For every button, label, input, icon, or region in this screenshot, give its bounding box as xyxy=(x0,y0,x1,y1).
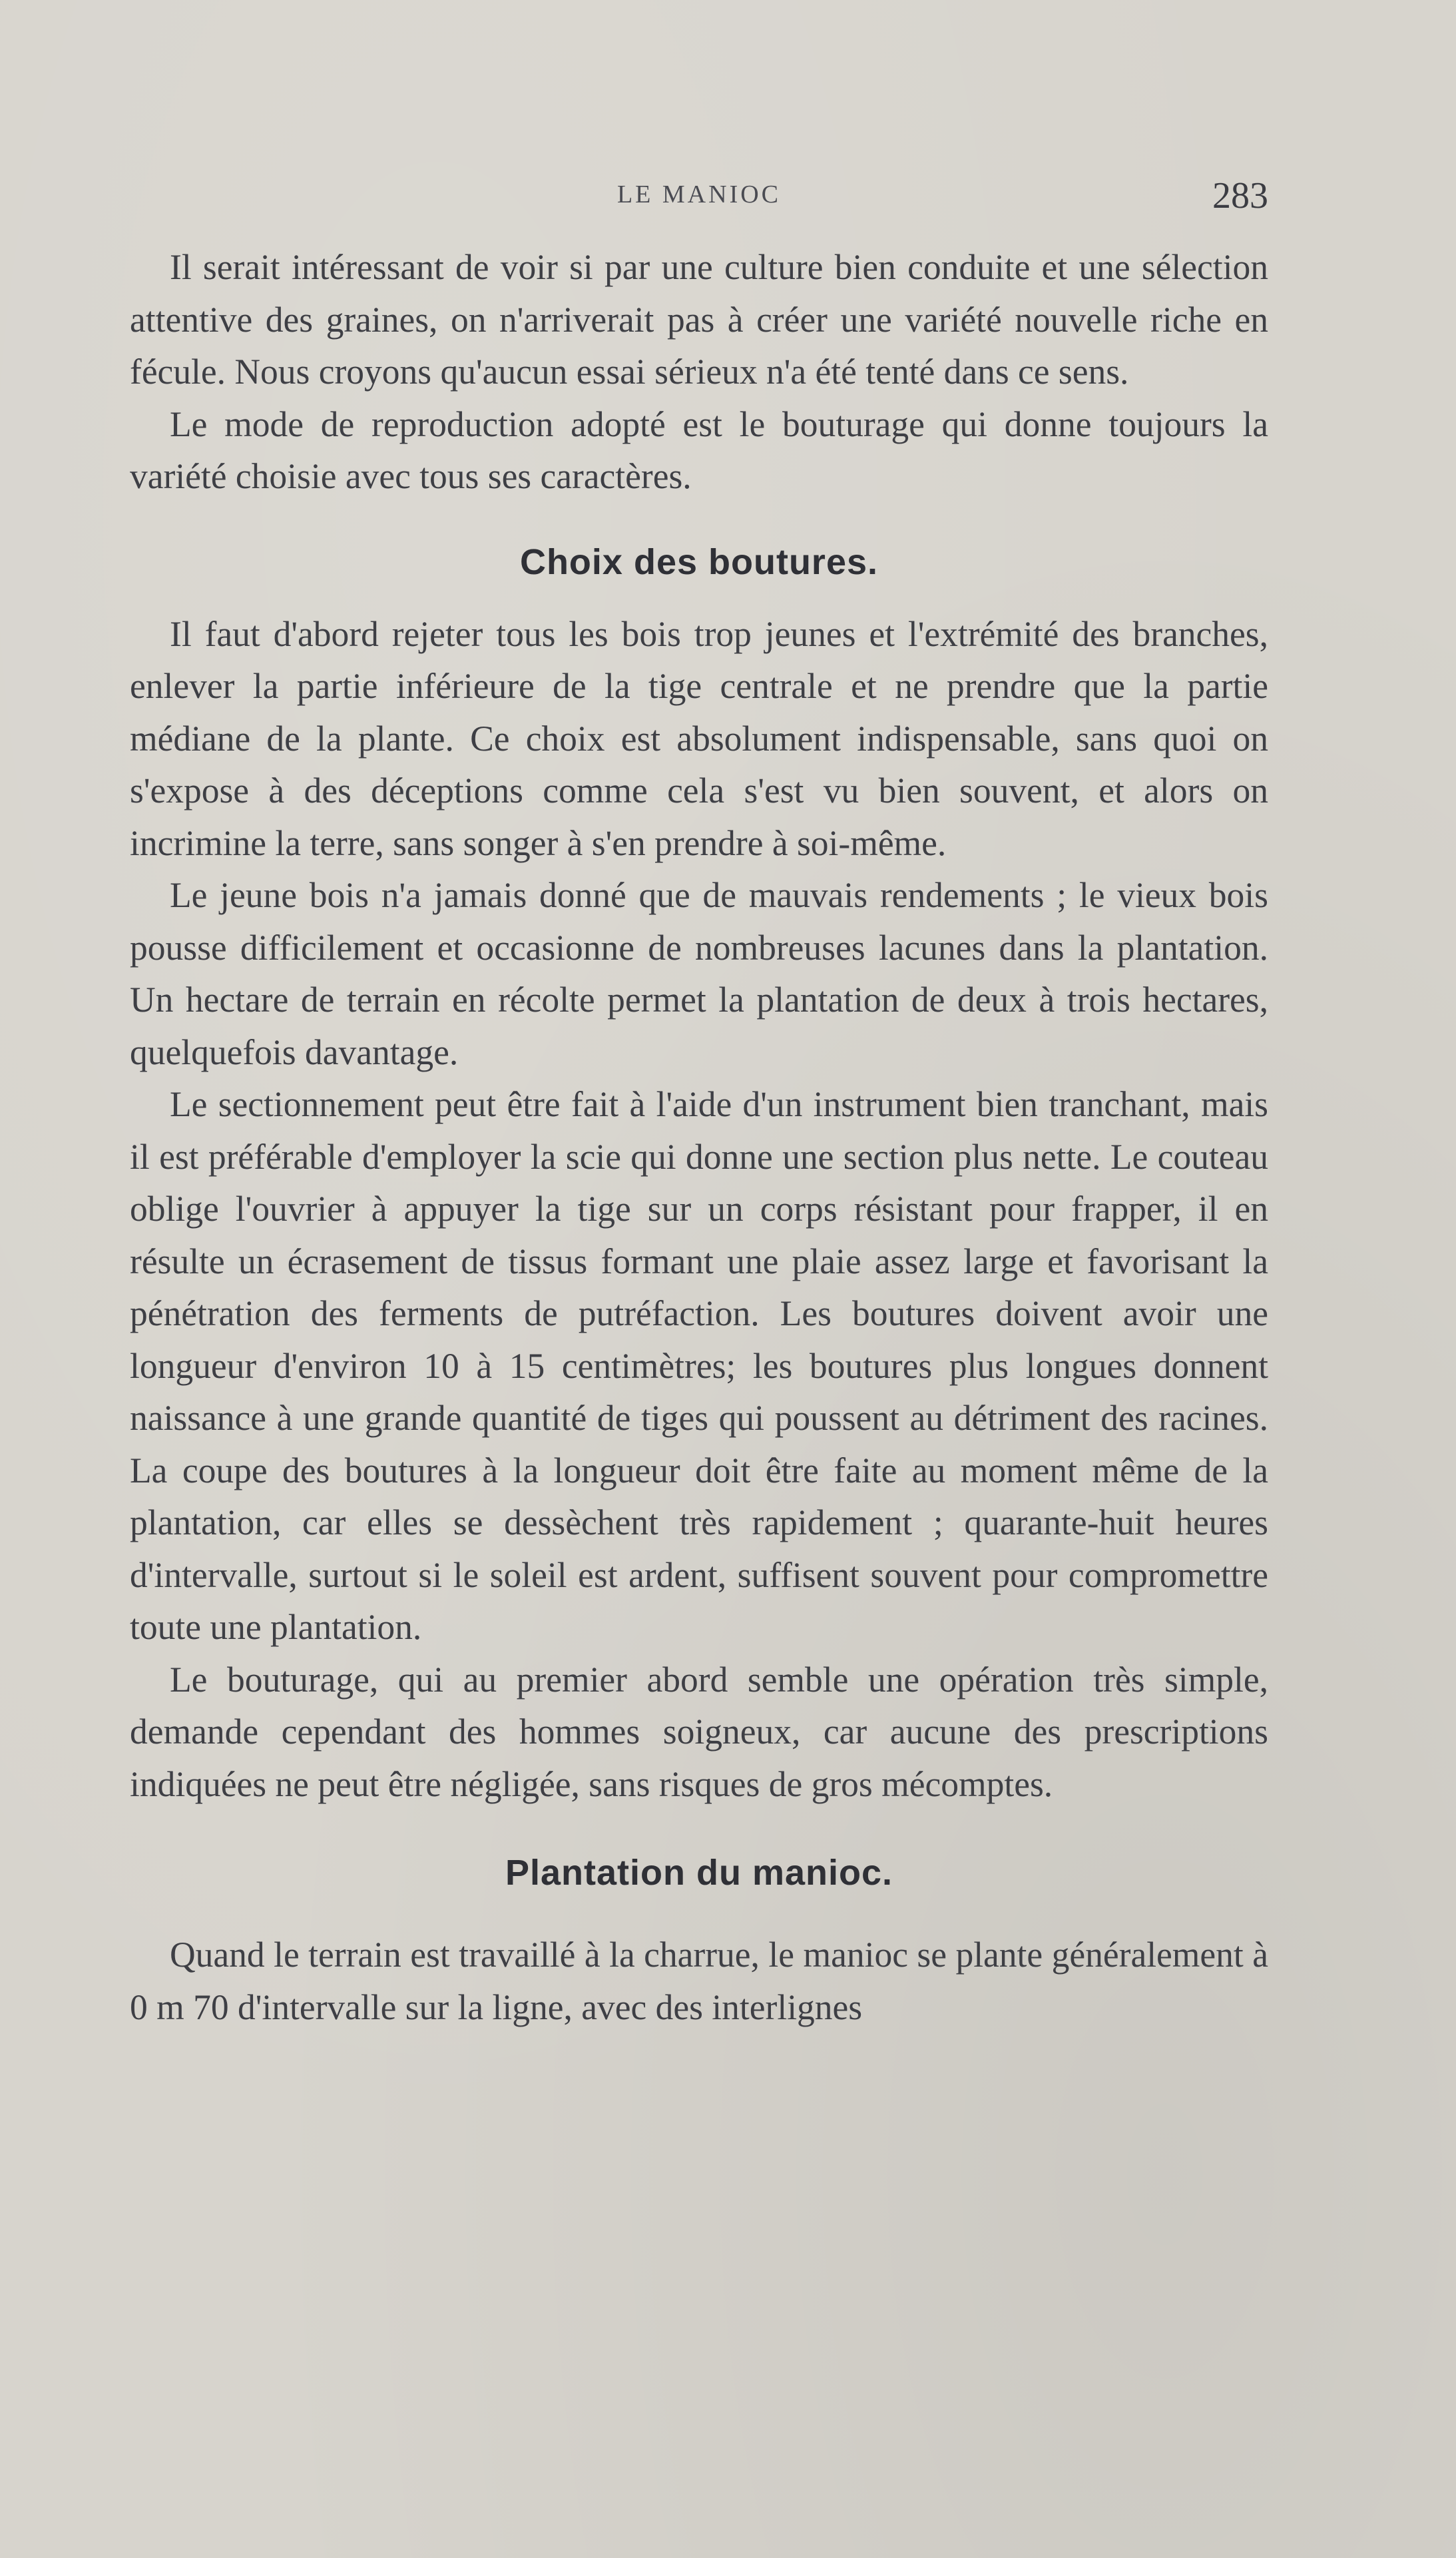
paragraph-3: Il faut d'abord rejeter tous les bois trop jeunes et l'extrémité des branches, enlever la partie inférieure de la tige centrale et ne prendre que la partie médiane de la plante. Ce choix est absolument indispensable, sans quoi on s'expose à des déceptions comme cela s'est vu bien souvent, et alors on incrimine la terre, sans songer à s'en prendre à soi-même. xyxy=(130,613,1268,863)
paragraph-7: Quand le terrain est travaillé à la charrue, le manioc se plante généralement à 0 m 70 d'intervalle sur la ligne, avec des interlignes xyxy=(130,1935,1268,2027)
paragraph-6: Le bouturage, qui au premier abord semble une opération très simple, demande cependant des hommes soigneux, car aucune des prescriptions indiquées ne peut être négligée, sans risques de gros mécomptes. xyxy=(130,1659,1268,1804)
paragraph-1: Il serait intéressant de voir si par une culture bien conduite et une sélection attentive des graines, on n'arriverait pas à créer une variété nouvelle riche en fécule. Nous croyons qu'aucun essai sérieux n'a été tenté dans ce sens. xyxy=(130,247,1268,392)
body-text xyxy=(130,241,1268,2033)
running-header xyxy=(130,174,1268,221)
paragraph-5: Le sectionnement peut être fait à l'aide d'un instrument bien tranchant, mais il est préférable d'employer la scie qui donne une section plus nette. Le couteau oblige l'ouvrier à appuyer la tige sur un corps résistant pour frapper, il en résulte un écrasement de tissus formant une plaie assez large et favorisant la pénétration des ferments de putréfaction. Les boutures doivent avoir une longueur d'environ 10 à 15 centimètres; les boutures plus longues donnent naissance à une grande quantité de tiges qui poussent au détriment des racines. La coupe des boutures à la longueur doit être faite au moment même de la plantation, car elles se dessèchent très rapidement ; quarante-huit heures d'intervalle, surtout si le soleil est ardent, suffisent souvent pour compromettre toute une plantation. xyxy=(130,1084,1268,1647)
page-number: 283 xyxy=(1212,175,1268,216)
section-heading-choix: Choix des boutures. xyxy=(519,541,879,582)
paragraph-2: Le mode de reproduction adopté est le bouturage qui donne toujours la variété choisie avec tous ses caractères. xyxy=(130,404,1268,496)
running-title: LE MANIOC xyxy=(616,180,782,208)
paragraph-4: Le jeune bois n'a jamais donné que de mauvais rendements ; le vieux bois pousse difficilement et occasionne de nombreuses lacunes dans la plantation. Un hectare de terrain en récolte permet la plantation de deux à trois hectares, quelquefois davantage. xyxy=(130,875,1268,1072)
section-heading-plantation: Plantation du manioc. xyxy=(505,1853,893,1893)
